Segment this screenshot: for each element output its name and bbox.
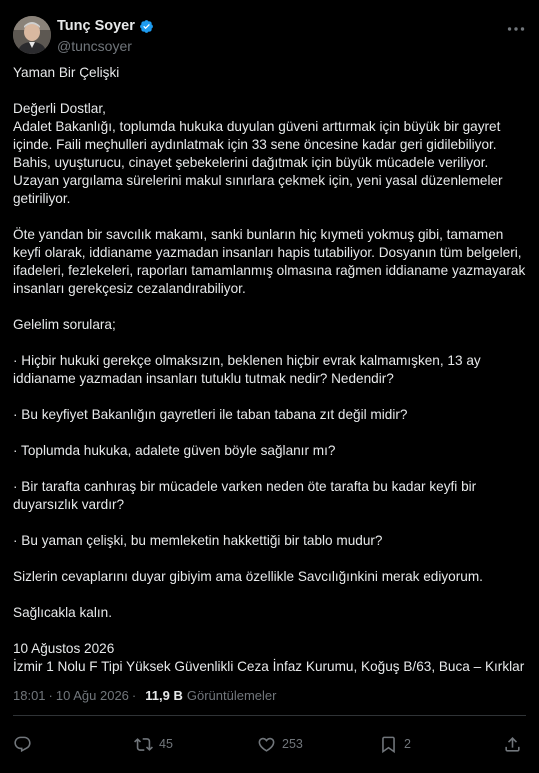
divider bbox=[13, 715, 526, 716]
tweet-time[interactable]: 18:01 bbox=[13, 688, 46, 703]
avatar-portrait-icon bbox=[13, 16, 51, 54]
action-bar bbox=[13, 734, 526, 754]
bookmark-button[interactable] bbox=[379, 734, 411, 754]
retweet-button[interactable] bbox=[134, 734, 173, 754]
views-label: Görüntülemeler bbox=[186, 688, 277, 703]
author-display-name[interactable]: Tunç Soyer bbox=[57, 18, 135, 34]
name-row bbox=[57, 17, 154, 35]
verified-badge-icon bbox=[139, 19, 154, 34]
meta-separator: · bbox=[131, 688, 137, 703]
more-dots-icon bbox=[507, 27, 525, 31]
bookmark-icon bbox=[379, 735, 398, 754]
more-options-button[interactable] bbox=[506, 21, 526, 37]
like-button[interactable] bbox=[257, 734, 303, 754]
tweet-date[interactable]: 10 Ağu 2026 bbox=[55, 688, 129, 703]
like-count: 253 bbox=[282, 737, 303, 751]
author-handle[interactable]: @tuncsoyer bbox=[57, 38, 132, 54]
reply-button[interactable] bbox=[13, 734, 38, 754]
meta-separator: · bbox=[48, 688, 53, 703]
retweet-count: 45 bbox=[159, 737, 173, 751]
tweet-meta bbox=[13, 688, 276, 703]
heart-icon bbox=[257, 735, 276, 754]
share-icon bbox=[503, 735, 522, 754]
views-count: 11,9 B bbox=[145, 688, 183, 703]
retweet-icon bbox=[134, 735, 153, 754]
bookmark-count: 2 bbox=[404, 737, 411, 751]
share-button[interactable] bbox=[503, 734, 522, 754]
avatar[interactable] bbox=[13, 16, 51, 54]
author-names bbox=[57, 17, 154, 54]
tweet-text: Yaman Bir Çelişki Değerli Dostlar, Adalet Bakanlığı, toplumda hukuka duyulan güveni arttırmak için büyük bir gayret içinde. Faili meçhulleri aydınlatmak için 33 sene öncesine kadar geri gidilebiliyor. Bahis, uyuşturucu, cinayet şebekelerini dağıtmak için büyük mücadele veriliyor. Uzayan yargılama sürelerini makul sınırlara çekmek için, yeni yasal düzenlemeler getiriliyor. Öte yandan bir savcılık makamı, sanki bunların hiç kıymeti yokmuş gibi, tamamen keyfi olarak, iddianame yazmadan insanları hapis tutabiliyor. Dosyanın tüm belgeleri, ifadeleri, fezlekeleri, raporları tamamlanmış olmasına rağmen iddianame yazmayarak insanları gerekçesiz cezalandırabiliyor. Gelelim sorulara; · Hiçbir hukuki gerekçe olmaksızın, beklenen hiçbir evrak kalmamışken, 13 ay iddianame yazmadan insanları tutuklu tutmak nedir? Nedendir? · Bu keyfiyet Bakanlığın gayretleri ile taban tabana zıt değil midir? · Toplumda hukuka, adalete güven böyle sağlanır mı? · Bir tarafta canhıraş bir mücadele varken neden öte tarafta bu kadar keyfi bir duyarsızlık vardır? · Bu yaman çelişki, bu memleketin hakkettiği bir tablo mudur? Sizlerin cevaplarını duyar gibiyim ama özellikle Savcılığınkini merak ediyorum. Sağlıcakla kalın. 10 Ağustos 2026 İzmir 1 Nolu F Tipi Yüksek Güvenlikli Ceza İnfaz Kurumu, Koğuş B/63, Buca – Kırklar bbox=[13, 65, 526, 674]
reply-icon bbox=[13, 735, 32, 754]
tweet-header bbox=[13, 15, 526, 57]
